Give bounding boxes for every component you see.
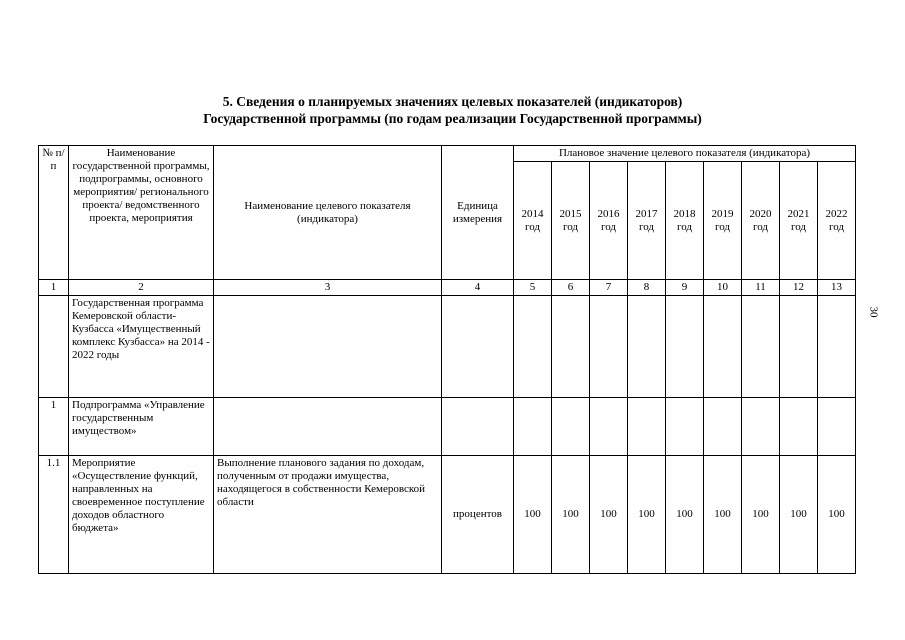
column-number: 1 bbox=[39, 280, 69, 296]
page-number: 30 bbox=[867, 306, 880, 318]
row-num: 1 bbox=[39, 398, 69, 456]
column-number: 13 bbox=[818, 280, 856, 296]
header-year: 2018 год bbox=[666, 162, 704, 280]
row-value bbox=[818, 296, 856, 398]
row-value bbox=[552, 398, 590, 456]
column-number: 12 bbox=[780, 280, 818, 296]
row-value: 100 bbox=[818, 456, 856, 574]
header-num: № п/п bbox=[39, 146, 69, 280]
header-planned: Плановое значение целевого показателя (индикатора) bbox=[514, 146, 856, 162]
header-year: 2014 год bbox=[514, 162, 552, 280]
row-value bbox=[704, 296, 742, 398]
row-unit bbox=[442, 296, 514, 398]
table-row bbox=[39, 398, 856, 456]
row-value bbox=[552, 296, 590, 398]
row-unit: процентов bbox=[442, 456, 514, 574]
header-year: 2021 год bbox=[780, 162, 818, 280]
row-value bbox=[780, 296, 818, 398]
row-value bbox=[818, 398, 856, 456]
column-number: 9 bbox=[666, 280, 704, 296]
header-year: 2017 год bbox=[628, 162, 666, 280]
row-value: 100 bbox=[514, 456, 552, 574]
column-number: 2 bbox=[69, 280, 214, 296]
header-program: Наименование государственной программы, подпрограммы, основного мероприятия/ регионального проекта/ ведомственного проекта, мероприятия bbox=[69, 146, 214, 280]
row-value bbox=[742, 398, 780, 456]
row-value: 100 bbox=[780, 456, 818, 574]
row-value bbox=[590, 296, 628, 398]
document-title bbox=[0, 93, 905, 127]
row-num: 1.1 bbox=[39, 456, 69, 574]
column-number: 7 bbox=[590, 280, 628, 296]
header-unit: Единица измерения bbox=[442, 146, 514, 280]
row-indicator: Выполнение планового задания по доходам, полученным от продажи имущества, находящегося в собственности Кемеровской области bbox=[214, 456, 442, 574]
row-unit bbox=[442, 398, 514, 456]
row-value bbox=[666, 296, 704, 398]
row-value bbox=[514, 398, 552, 456]
header-year: 2020 год bbox=[742, 162, 780, 280]
column-number: 6 bbox=[552, 280, 590, 296]
column-number-row bbox=[39, 280, 856, 296]
row-program: Мероприятие «Осуществление функций, направленных на своевременное поступление доходов областного бюджета» bbox=[69, 456, 214, 574]
table-row bbox=[39, 456, 856, 574]
column-number: 5 bbox=[514, 280, 552, 296]
column-number: 4 bbox=[442, 280, 514, 296]
row-value bbox=[628, 398, 666, 456]
row-value bbox=[780, 398, 818, 456]
row-value bbox=[742, 296, 780, 398]
row-value: 100 bbox=[704, 456, 742, 574]
row-value bbox=[628, 296, 666, 398]
title-line-2: Государственной программы (по годам реализации Государственной программы) bbox=[203, 111, 702, 126]
row-indicator bbox=[214, 398, 442, 456]
column-number: 10 bbox=[704, 280, 742, 296]
row-program: Подпрограмма «Управление государственным имуществом» bbox=[69, 398, 214, 456]
row-value bbox=[590, 398, 628, 456]
row-value bbox=[514, 296, 552, 398]
row-value: 100 bbox=[666, 456, 704, 574]
column-number: 11 bbox=[742, 280, 780, 296]
header-row-1 bbox=[39, 146, 856, 162]
row-indicator bbox=[214, 296, 442, 398]
row-value: 100 bbox=[552, 456, 590, 574]
header-indicator: Наименование целевого показателя (индикатора) bbox=[214, 146, 442, 280]
title-line-1: 5. Сведения о планируемых значениях целевых показателей (индикаторов) bbox=[222, 94, 683, 109]
header-year: 2019 год bbox=[704, 162, 742, 280]
row-value: 100 bbox=[590, 456, 628, 574]
row-value: 100 bbox=[628, 456, 666, 574]
row-value bbox=[704, 398, 742, 456]
column-number: 8 bbox=[628, 280, 666, 296]
row-value bbox=[666, 398, 704, 456]
header-year: 2015 год bbox=[552, 162, 590, 280]
row-program: Государственная программа Кемеровской области-Кузбасса «Имущественный комплекс Кузбасса» на 2014 - 2022 годы bbox=[69, 296, 214, 398]
header-year: 2022 год bbox=[818, 162, 856, 280]
row-num bbox=[39, 296, 69, 398]
row-value: 100 bbox=[742, 456, 780, 574]
header-year: 2016 год bbox=[590, 162, 628, 280]
table-row bbox=[39, 296, 856, 398]
indicators-table bbox=[38, 145, 856, 574]
column-number: 3 bbox=[214, 280, 442, 296]
